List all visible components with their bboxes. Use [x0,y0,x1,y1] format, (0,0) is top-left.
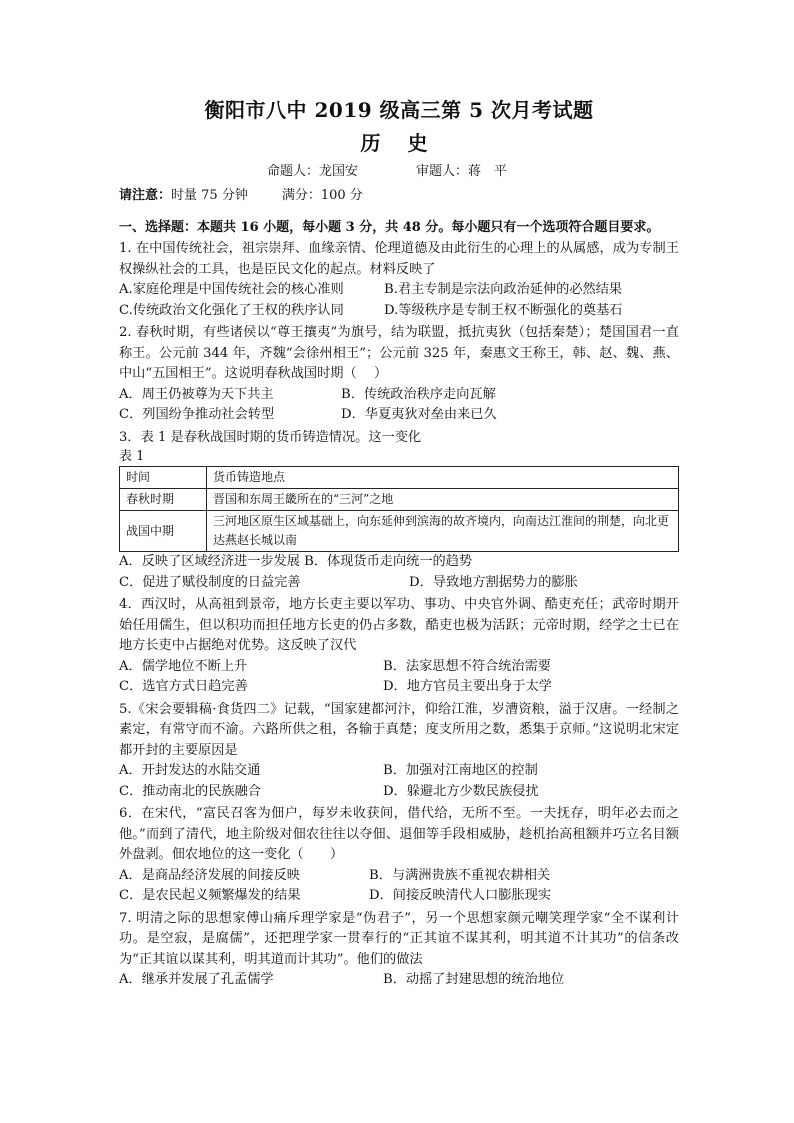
question-4 [119,595,679,698]
question-stem: 3．表 1 是春秋战国时期的货币铸造情况。这一变化 [119,429,422,445]
options [119,385,679,426]
option-a: A．是商品经济发展的间接反映 [119,867,300,883]
option-c: C．选官方式日趋完善 [119,679,248,694]
option-d: D．躲避北方少数民族侵扰 [383,783,539,799]
question-2 [119,323,679,426]
notice-label: 请注意： [119,188,172,203]
table-cell: 战国中期 [120,511,207,552]
table-header-cell: 货币铸造地点 [207,467,679,489]
table-header-cell: 时间 [120,467,207,489]
option-d: D．地方官员主要出身于太学 [383,679,552,694]
table-header-row [120,467,679,489]
setter-line [119,162,679,182]
exam-notice [119,186,679,206]
option-b: B．法家思想不符合统治需要 [383,658,551,674]
option-a: A．继承并发展了孔孟儒学 [119,972,274,987]
option-d: D．导致地方割据势力的膨胀 [409,574,578,590]
question-1 [119,239,679,321]
option-b: B．动摇了封建思想的统治地位 [383,972,565,987]
question-stem: 6．在宋代，“富民召客为佃户，每岁未收获间，借代给，无所不至。一夫抚存，明年必去而之他。”而到了清代，地主阶级对佃农往往以夺佃、退佃等手段相威胁，趁机抬高租额并巧立名目额外盘剥。佃农地位的这一变化（ ） [119,806,679,862]
options [119,552,679,573]
options [119,970,679,991]
section-heading: 一、选择题：本题共 16 小题，每小题 3 分，共 48 分。每小题只有一个选项符合题目要求。 [119,220,660,235]
reviewer-name: 审题人：蒋 平 [416,164,508,179]
exam-title: 衡阳市八中 2019 级高三第 5 次月考试题 [204,98,594,122]
full-score: 满分：100 分 [281,188,363,203]
question-6 [119,804,679,907]
table-cell: 三河地区原生区域基础上，向东延伸到滨海的故齐境内，向南达江淮间的荆楚，向北更达燕赵长城以南 [207,511,679,552]
question-stem: 4．西汉时，从高祖到景帝，地方长吏主要以军功、事功、中央官外调、酷吏充任；武帝时期开始任用儒生，但以积功而担任地方长吏的仍占多数，酷吏也极为活跃；元帝时期，经学之士已在地方长吏中占据绝对优势。这反映了汉代 [119,597,679,653]
option-a-b: A．反映了区域经济进一步发展 B．体现货币走向统一的趋势 [119,554,473,569]
option-b: B.君主专制是宗法向政治延伸的必然结果 [384,282,623,297]
currency-table [119,466,679,552]
options [119,573,679,594]
question-7 [119,909,679,991]
table-label: 表 1 [119,449,145,464]
option-d: D．华夏夷狄对垒由来已久 [341,407,497,422]
table-row [120,489,679,511]
setter-name: 命题人：龙国安 [267,164,359,179]
subject-title: 历 史 [360,131,438,155]
question-stem: 7. 明清之际的思想家傅山痛斥理学家是“伪君子”，另一个思想家颜元嘲笑理学家“全不谋利计功。是空寂，是腐儒”，还把理学家一贯奉行的“正其谊不谋其利，明其道不计其功”的信条改为“正其谊以谋其利，明其道而计其功”。他们的做法 [119,910,679,967]
options [119,657,679,698]
option-b: B．传统政治秩序走向瓦解 [341,386,496,402]
options [119,761,679,802]
table-cell: 春秋时期 [120,489,207,511]
option-c: C．列国纷争推动社会转型 [119,407,275,422]
option-b: B．加强对江南地区的控制 [383,763,538,778]
question-stem: 1. 在中国传统社会，祖宗崇拜、血缘亲情、伦理道德及由此衍生的心理上的从属感，成为专制王权操纵社会的工具，也是臣民文化的起点。材料反映了 [119,241,679,277]
question-3 [119,428,679,594]
option-d: D.等级秩序是专制王权不断强化的奠基石 [384,302,623,318]
question-5 [119,700,679,803]
question-stem: 2. 春秋时期，有些诸侯以“尊王攘夷”为旗号，结为联盟，抵抗夷狄（包括秦楚）；楚国国君一直称王。公元前 344 年，齐魏“会徐州相王”；公元前 325 年，秦惠文王称王，韩、赵、魏、燕、中山“五国相王”。这说明春秋战国时期（ ） [119,325,679,381]
time-limit: 时量 75 分钟 [171,188,248,203]
option-a: A.家庭伦理是中国传统社会的核心准则 [119,282,344,297]
option-c: C．是农民起义频繁爆发的结果 [119,888,301,903]
table-cell: 晋国和东周王畿所在的“三河”之地 [207,489,679,511]
option-a: A．周王仍被尊为天下共主 [119,386,274,402]
options [119,280,679,321]
table-row [120,511,679,552]
exam-page [119,96,679,991]
option-a: A．开封发达的水陆交通 [119,763,261,778]
option-b: B．与满洲贵族不重视农耕相关 [369,867,551,883]
options [119,866,679,907]
question-stem: 5.《宋会要辑稿·食货四二》记载，“国家建都河汴，仰给江淮，岁漕资粮，溢于汉唐。一经制之素定，有常守而不渝。六路所供之租，各输于真楚；度支所用之数，悉集于京师。”这说明北宋定都开封的主要原因是 [119,701,679,758]
option-c: C.传统政治文化强化了王权的秩序认同 [119,302,344,318]
option-c: C．促进了赋役制度的日益完善 [119,574,301,590]
option-d: D．间接反映清代人口膨胀现实 [369,888,552,903]
option-c: C．推动南北的民族融合 [119,783,261,799]
option-a: A．儒学地位不断上升 [119,658,248,674]
